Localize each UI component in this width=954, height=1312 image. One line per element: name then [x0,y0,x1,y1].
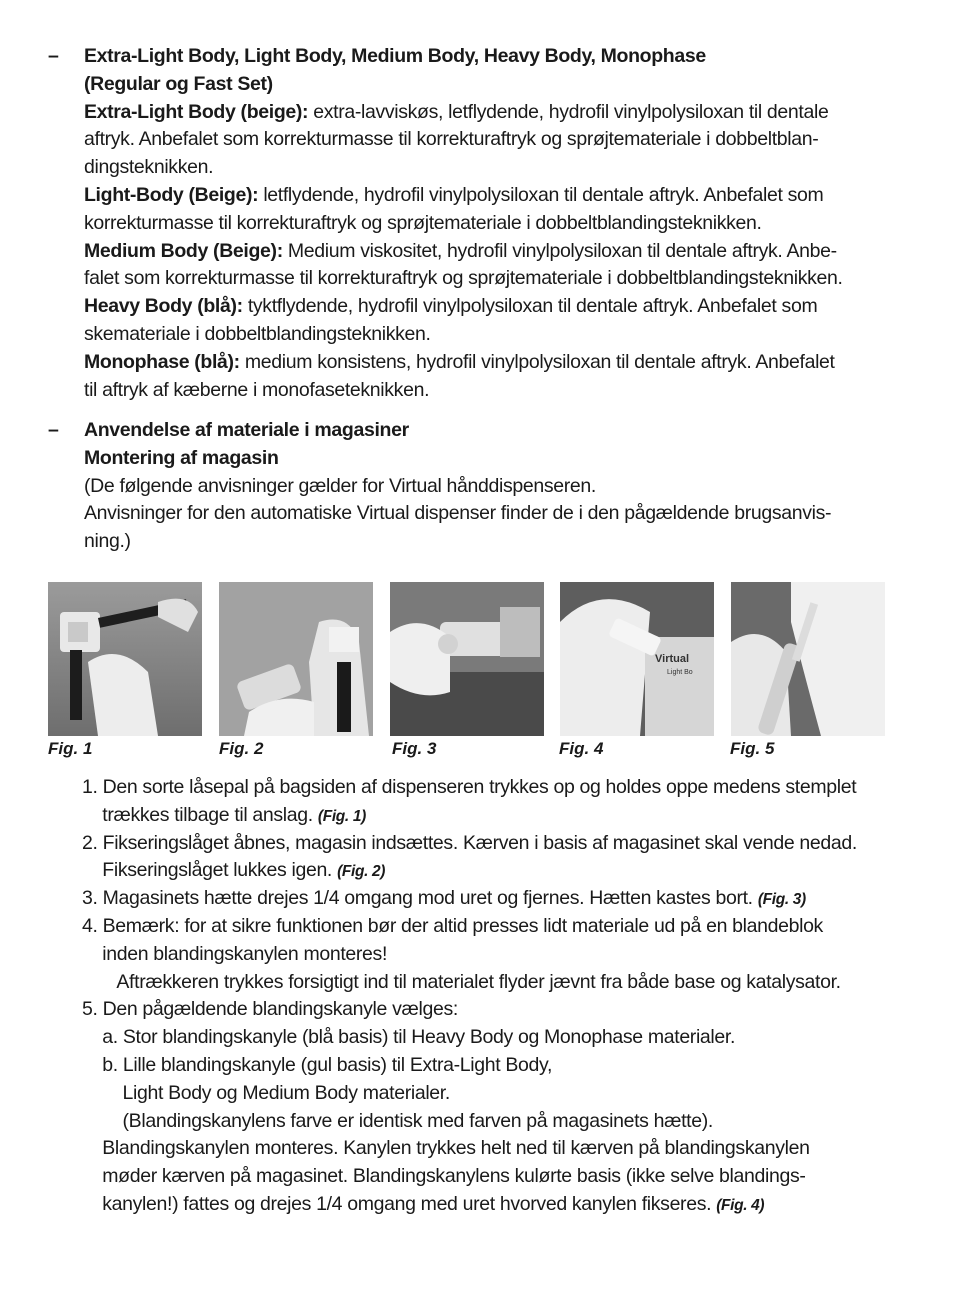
step-text: trækkes tilbage til anslag. [82,803,318,826]
material-types-body [84,43,908,404]
figure-strip [48,582,908,762]
entry-text-line: aftryk. Anbefalet som korrekturmasse til korrekturaftryk og sprøjtemateriale i dobbeltblan- [84,128,819,151]
step-line [82,885,922,913]
figure-2-photo [219,582,373,736]
step-text: 2. Fikseringslåget åbnes, magasin indsættes. Kærven i basis af magasinet skal vende nedad. [82,831,857,854]
step-text: 4. Bemærk: for at sikre funktionen bør der altid presses lidt materiale ud på en blandeblok [82,914,823,937]
step-line [82,1108,922,1136]
figure-caption: Fig. 3 [392,739,437,758]
figure-caption: Fig. 4 [559,739,604,758]
figure-reference: (Fig. 3) [757,891,806,909]
step-text: inden blandingskanylen monteres! [82,942,388,965]
figure-4-photo [560,582,714,736]
step-line [82,1163,922,1191]
step-text: Blandingskanylen monteres. Kanylen trykkes helt ned til kærven på blandingskanylen [82,1137,810,1160]
step-text: Fikseringslåget lukkes igen. [82,859,338,882]
entry-term: Heavy Body (blå): [84,295,243,318]
figure-1 [48,582,202,758]
figure-3 [390,582,544,758]
step-line [82,1052,922,1080]
figure-caption: Fig. 5 [730,739,775,758]
figure-5 [730,582,885,758]
step-line [82,1191,922,1219]
step-text: b. Lille blandingskanyle (gul basis) til Extra-Light Body, [82,1053,553,1076]
bullet-dash: – [48,419,59,441]
section-heading: Anvendelse af materiale i magasiner [84,419,409,441]
step-line [82,913,922,941]
entry-light-body-line [84,182,908,210]
entry-text-line: skemateriale i dobbeltblandingsteknikken. [84,322,431,345]
step-text: møder kærven på magasinet. Blandingskanylens kulørte basis (ikke selve blandings- [82,1165,806,1188]
step-line [82,1080,922,1108]
note-line: ning.) [84,530,131,553]
entry-text-line: falet som korrekturmasse til korrekturaftryk og sprøjtemateriale i dobbeltblandingsteknikken. [84,267,843,290]
step-line [82,1024,922,1052]
material-types-section [48,43,908,408]
entry-medium-body-line [84,238,908,266]
step-text: a. Stor blandingskanyle (blå basis) til Heavy Body og Monophase materialer. [82,1026,736,1049]
entry-heavy-body-line [84,293,908,321]
figure-4 [559,582,714,758]
entry-term: Monophase (blå): [84,350,240,373]
figure-reference: (Fig. 4) [716,1196,765,1214]
entry-text-line: til aftryk af kæberne i monofaseteknikken. [84,378,430,401]
cartridge-body [84,417,908,556]
step-line [82,1135,922,1163]
entry-text: tyktflydende, hydrofil vinylpolysiloxan til dentale aftryk. Anbefalet som [242,295,818,318]
figure-1-photo [48,582,202,736]
step-line [82,941,922,969]
step-text: Aftrækkeren trykkes forsigtigt ind til materialet flyder jævnt fra både base og katalysator. [82,970,841,993]
step-text: (Blandingskanylens farve er identisk med farven på magasinets hætte). [82,1109,713,1132]
note-line: (De følgende anvisninger gælder for Virtual hånddispenseren. [84,474,596,497]
photo-brand-text: Virtual [655,653,690,665]
entry-text-line: dingsteknikken. [84,156,214,179]
step-text: 5. Den pågældende blandingskanyle vælges: [82,998,458,1021]
entry-term: Medium Body (Beige): [84,239,283,262]
step-line [82,802,922,830]
step-line [82,830,922,858]
entry-text-line: korrekturmasse til korrekturaftryk og sprøjtemateriale i dobbeltblandingsteknikken. [84,211,762,234]
figure-reference: (Fig. 2) [337,863,386,881]
entry-text: medium konsistens, hydrofil vinylpolysiloxan til dentale aftryk. Anbefalet [239,350,835,373]
entry-text: extra-lavviskøs, letflydende, hydrofil vinylpolysiloxan til dentale [308,100,829,123]
photo-sub-text: Light Bo [667,669,693,676]
note-line: Anvisninger for den automatiske Virtual dispenser finder de i den pågældende brugsanvis- [84,502,832,525]
figure-caption: Fig. 1 [48,739,93,758]
step-text: 1. Den sorte låsepal på bagsiden af dispenseren trykkes op og holdes oppe medens stemplet [82,776,857,798]
entry-extra-light-line [84,99,908,127]
figure-caption: Fig. 2 [219,739,264,758]
step-text: 3. Magasinets hætte drejes 1/4 omgang mod uret og fjernes. Hætten kastes bort. [82,887,758,910]
entry-term: Extra-Light Body (beige): [84,100,309,123]
entry-text: Medium viskositet, hydrofil vinylpolysiloxan til dentale aftryk. Anbe- [282,239,837,262]
entry-term: Light-Body (Beige): [84,183,259,206]
step-line [82,857,922,885]
section-subheading: Montering af magasin [84,446,279,469]
figure-2 [219,582,373,758]
section-subheading: (Regular og Fast Set) [84,72,273,95]
step-line [82,969,922,997]
assembly-steps-list [82,774,922,1219]
cartridge-section [48,417,908,557]
entry-text: letflydende, hydrofil vinylpolysiloxan til dentale aftryk. Anbefalet som [258,183,824,206]
step-line [82,774,922,802]
step-text: Light Body og Medium Body materialer. [82,1081,450,1104]
figure-reference: (Fig. 1) [317,807,366,825]
step-text: kanylen!) fattes og drejes 1/4 omgang med uret hvorved kanylen fikseres. [82,1192,717,1215]
entry-monophase-line [84,349,908,377]
step-line [82,996,922,1024]
figure-3-photo [390,582,544,736]
bullet-dash: – [48,45,59,67]
section-heading: Extra-Light Body, Light Body, Medium Body, Heavy Body, Monophase [84,45,706,67]
figure-5-photo [731,582,885,736]
